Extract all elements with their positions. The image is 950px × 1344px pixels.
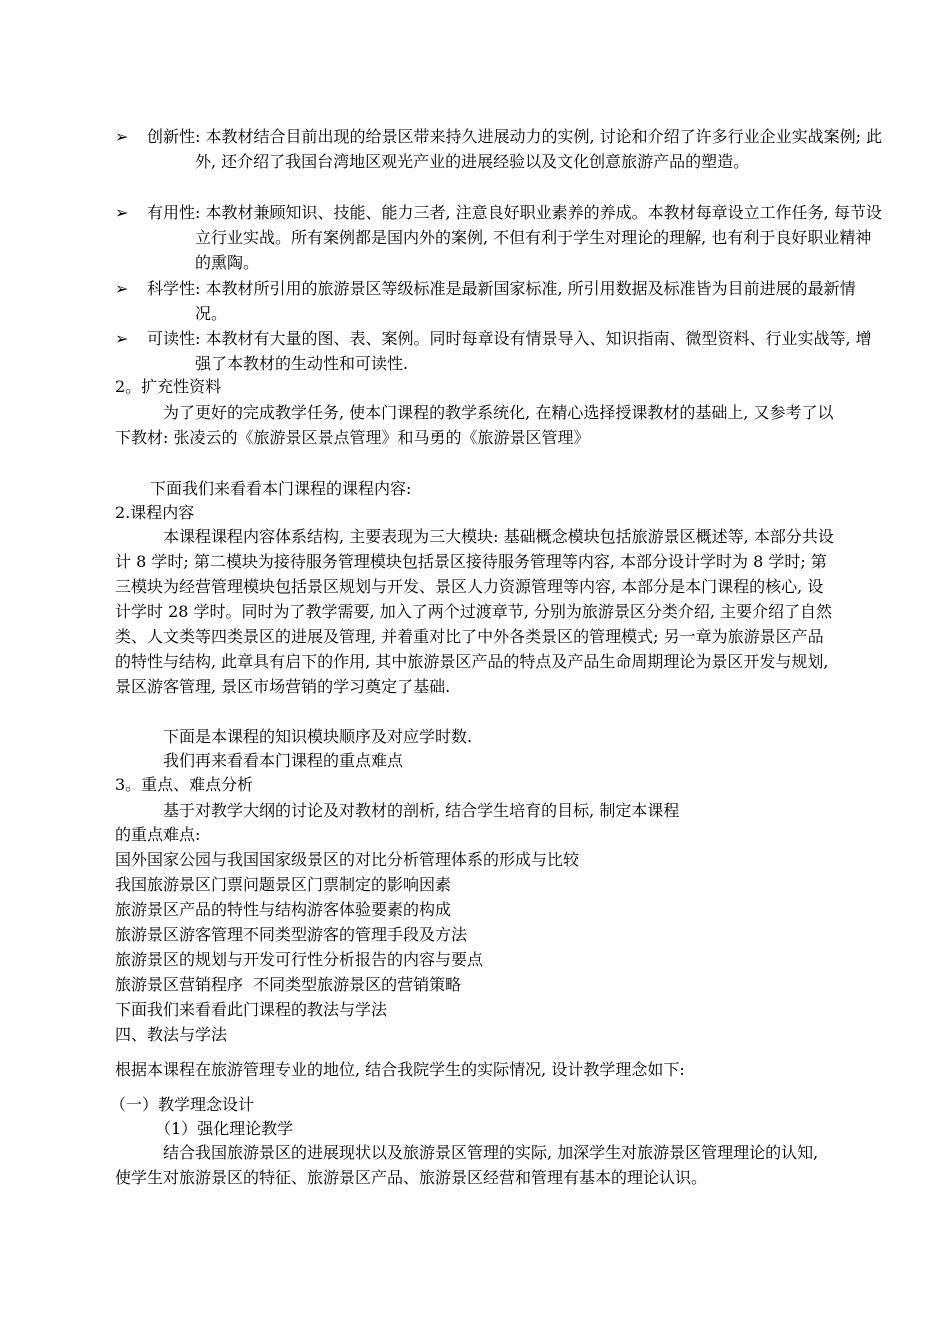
section-heading-extra: 2。扩充性资料: [115, 377, 222, 396]
section-heading-methods: 四、教法与学法: [115, 1025, 228, 1044]
key-point-item: 国外国家公园与我国国家级景区的对比分析管理体系的形成与比较: [115, 850, 580, 869]
arrow-bullet-icon: ➢: [115, 329, 129, 348]
subsection-heading: （一）教学理念设计: [110, 1095, 255, 1114]
section-heading-content: 2.课程内容: [115, 503, 195, 522]
bullet-text: 可读性: 本教材有大量的图、表、案例。同时每章设有情景导入、知识指南、微型资料、行业实战等, 增强了本教材的生动性和可读性.: [147, 329, 872, 373]
paragraph-key-line1: 基于对教学大纲的讨论及对教材的剖析, 结合学生培育的目标, 制定本课程: [163, 801, 680, 820]
transition-text: 我们再来看看本门课程的重点难点: [163, 751, 404, 770]
transition-text: 下面我们来看看此门课程的教法与学法: [115, 1000, 388, 1019]
key-point-item: 旅游景区产品的特性与结构游客体验要素的构成: [115, 900, 452, 919]
key-point-item: 我国旅游景区门票问题景区门票制定的影响因素: [115, 875, 452, 894]
section-heading-key: 3。重点、难点分析: [115, 775, 254, 794]
bullet-text: 创新性: 本教材结合目前出现的给景区带来持久进展动力的实例, 讨论和介绍了许多行业企业实战案例; 此外, 还介绍了我国台湾地区观光产业的进展经验以及文化创意旅游产品的塑造。: [147, 127, 883, 171]
paragraph-extra: 为了更好的完成教学任务, 使本门课程的教学系统化, 在精心选择授课教材的基础上, 又参考了以下教材: 张凌云的《旅游景区景点管理》和马勇的《旅游景区管理》: [115, 403, 834, 447]
paragraph-theory: 结合我国旅游景区的进展现状以及旅游景区管理的实际, 加深学生对旅游景区管理理论的认知, 使学生对旅游景区的特征、旅游景区产品、旅游景区经营和管理有基本的理论认识。: [115, 1143, 819, 1187]
paragraph-content: 本课程课程内容体系结构, 主要表现为三大模块: 基础概念模块包括旅游景区概述等, 本部分共设计 8 学时; 第二模块为接待服务管理模块包括景区接待服务管理等内容, 本部分设计学时为 8 学时; 第三模块为经营管理模块包括景区规划与开发、景区人力资源管理等内容, 本部分是本门课程的核心, 设计学时 28 学时。同时为了教学需要, 加入了两个过渡章节, 分别为旅游景区分类介绍, 主要介绍了自然类、人文类等四类景区的进展及管理, 并着重对比了中外各类景区的管理模式; 另一章为旅游景区产品的特性与结构, 此章具有启下的作用, 其中旅游景区产品的特点及产品生命周期理论为景区开发与规划, 景区游客管理, 景区市场营销的学习奠定了基础.: [115, 527, 834, 696]
bullet-text: 科学性: 本教材所引用的旅游景区等级标准是最新国家标准, 所引用数据及标准皆为目前进展的最新情况。: [147, 279, 856, 323]
key-point-item: 旅游景区的规划与开发可行性分析报告的内容与要点: [115, 950, 484, 969]
arrow-bullet-icon: ➢: [115, 279, 129, 298]
paragraph-key-line2: 的重点难点:: [115, 825, 201, 844]
bullet-text: 有用性: 本教材兼顾知识、技能、能力三者, 注意良好职业素养的养成。本教材每章设立工作任务, 每节设立行业实战。所有案例都是国内外的案例, 不但有利于学生对理论的理解, 也有利于良好职业精神的熏陶。: [147, 203, 882, 272]
key-point-item: 旅游景区游客管理不同类型游客的管理手段及方法: [115, 925, 468, 944]
paragraph-methods: 根据本课程在旅游管理专业的地位, 结合我院学生的实际情况, 设计教学理念如下:: [115, 1060, 685, 1079]
subsection-item-heading: （1）强化理论教学: [155, 1119, 294, 1138]
arrow-bullet-icon: ➢: [115, 127, 129, 146]
transition-text: 下面我们来看看本门课程的课程内容:: [150, 479, 412, 498]
key-point-item: 旅游景区营销程序 不同类型旅游景区的营销策略: [115, 975, 462, 994]
transition-text: 下面是本课程的知识模块顺序及对应学时数.: [163, 727, 473, 746]
arrow-bullet-icon: ➢: [115, 203, 129, 222]
